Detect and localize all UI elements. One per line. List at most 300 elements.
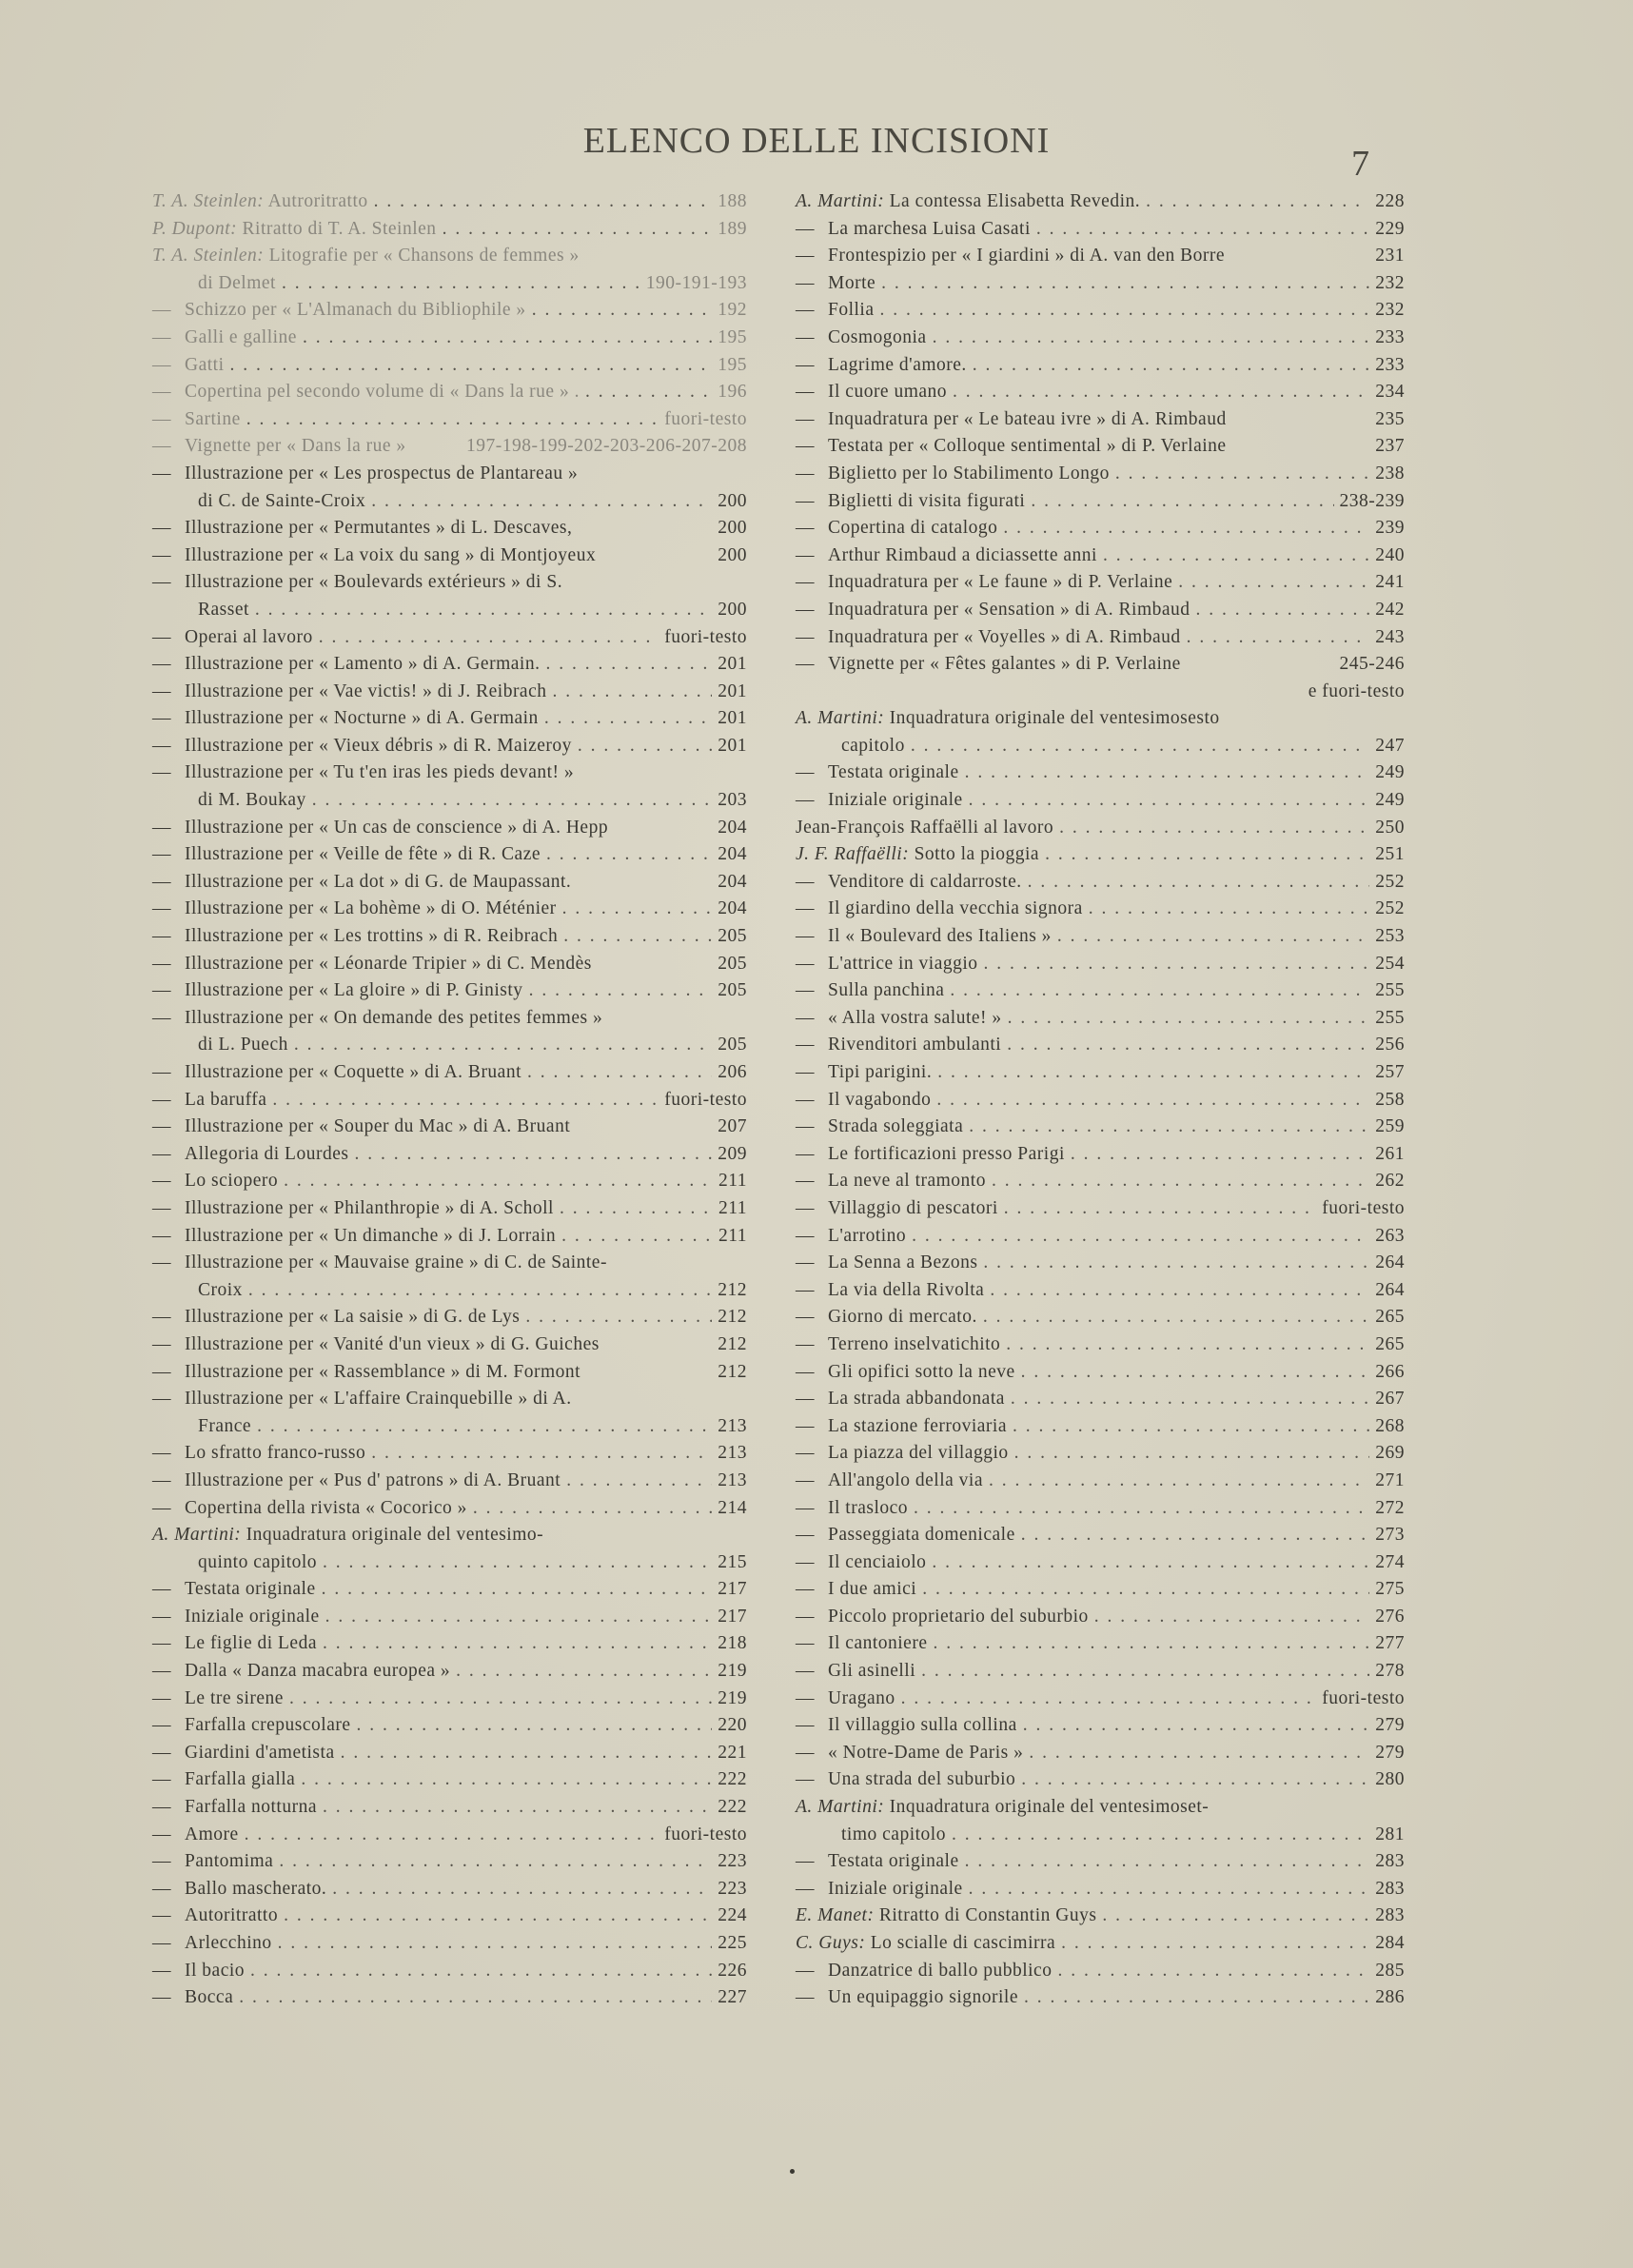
entry-text: Illustrazione per « Permutantes » di L. Descaves,	[185, 518, 573, 539]
index-entry	[152, 896, 747, 923]
entry-page-ref: 249	[1375, 790, 1405, 811]
entry-line	[796, 1440, 1405, 1468]
entry-text: Illustrazione per « Les trottins » di R. Reibrach	[185, 926, 559, 947]
entry-artist: A. Martini:	[796, 191, 885, 211]
entry-line	[796, 759, 1405, 787]
entry-title	[796, 787, 963, 815]
index-entry	[152, 815, 747, 842]
entry-title	[796, 1413, 1007, 1441]
entry-dash: —	[796, 1279, 815, 1300]
entry-text: Follia	[828, 300, 875, 321]
entry-text: Lo sfratto franco-russo	[185, 1443, 366, 1464]
entry-dash: —	[796, 1687, 815, 1708]
entry-text: Arlecchino	[185, 1933, 272, 1953]
entry-line	[796, 869, 1405, 897]
entry-dash: —	[152, 572, 171, 593]
entry-continuation-line	[152, 1549, 747, 1577]
entry-line	[152, 1331, 747, 1359]
entry-dash: —	[796, 1035, 815, 1055]
entry-title	[796, 951, 978, 978]
dot-leader	[1057, 1958, 1369, 1985]
entry-title	[796, 841, 1039, 869]
entry-page-ref: 205	[718, 953, 747, 974]
entry-title	[796, 297, 875, 325]
entry-dash: —	[796, 1333, 815, 1354]
index-entry	[152, 1848, 747, 1876]
entry-line	[152, 1822, 747, 1849]
index-entry	[796, 1495, 1405, 1523]
index-entry	[152, 1386, 747, 1440]
entry-dash: —	[796, 272, 815, 293]
entry-page-ref: 204	[718, 871, 747, 892]
entry-title	[796, 1522, 1015, 1549]
entry-dash: —	[796, 1525, 815, 1546]
entry-text: L'attrice in viaggio	[828, 953, 978, 974]
entry-line	[152, 923, 747, 951]
dot-leader	[527, 1059, 712, 1087]
dot-leader	[914, 1495, 1369, 1523]
entry-line	[152, 759, 747, 787]
dot-leader	[1059, 815, 1369, 842]
entry-line	[152, 1195, 747, 1223]
entry-title	[796, 1005, 1002, 1033]
entry-title	[152, 569, 562, 597]
entry-line	[796, 569, 1405, 597]
entry-text: La marchesa Luisa Casati	[828, 218, 1031, 239]
entry-text: Bocca	[185, 1987, 234, 2008]
entry-title	[796, 1958, 1052, 1985]
entry-dash: —	[796, 246, 815, 266]
index-entry	[152, 216, 747, 244]
entry-text: Testata originale	[185, 1579, 316, 1600]
entry-line	[152, 869, 747, 897]
entry-page-ref: 212	[718, 1307, 747, 1328]
entry-title	[796, 923, 1052, 951]
entry-line	[796, 1794, 1405, 1822]
entry-title	[152, 1359, 580, 1387]
entry-dash: —	[152, 1171, 171, 1192]
entry-title	[198, 1277, 243, 1305]
entry-title	[152, 1141, 348, 1169]
entry-page-ref: 223	[718, 1851, 747, 1872]
dot-leader	[1031, 488, 1333, 516]
entry-line	[152, 352, 747, 380]
entry-title	[152, 515, 572, 542]
index-entry	[152, 1114, 747, 1141]
index-entry	[152, 1223, 747, 1251]
index-entry	[152, 705, 747, 733]
entry-line	[152, 624, 747, 652]
entry-continuation-line	[152, 1277, 747, 1305]
entry-page-ref: 205	[718, 926, 747, 947]
index-entry	[152, 188, 747, 216]
index-entry	[796, 1848, 1405, 1876]
entry-text: Terreno inselvatichito	[828, 1333, 1001, 1354]
dot-leader	[546, 841, 712, 869]
entry-dash: —	[796, 1987, 815, 2008]
dot-leader	[562, 896, 713, 923]
index-entry	[796, 1468, 1405, 1495]
entry-line	[796, 188, 1405, 216]
dot-leader	[983, 1304, 1369, 1331]
index-entry	[796, 1440, 1405, 1468]
entry-title	[152, 1304, 520, 1331]
entry-page-ref: 200	[718, 490, 747, 511]
entry-title	[152, 406, 241, 434]
entry-dash: —	[152, 1361, 171, 1382]
entry-text: Lo sciopero	[185, 1171, 279, 1192]
entry-text: Le tre sirene	[185, 1687, 284, 1708]
entry-line	[152, 1876, 747, 1903]
index-entry	[152, 1304, 747, 1331]
index-entry	[796, 841, 1405, 869]
index-entry	[796, 325, 1405, 352]
entry-title	[796, 1059, 932, 1087]
entry-continuation-line	[152, 1032, 747, 1059]
entry-dash: —	[152, 1062, 171, 1082]
entry-text: Amore	[185, 1824, 239, 1844]
entry-page-ref: 211	[718, 1197, 747, 1218]
entry-page-ref: 285	[1375, 1960, 1405, 1981]
entry-text: Testata originale	[828, 762, 959, 783]
entry-title	[796, 216, 1031, 244]
entry-title	[198, 787, 306, 815]
entry-title	[152, 1522, 543, 1549]
entry-artist: A. Martini:	[796, 708, 885, 729]
entry-page-ref: 213	[718, 1469, 747, 1490]
entry-text: Lagrime d'amore.	[828, 354, 967, 375]
entry-dash: —	[152, 1443, 171, 1464]
dot-leader	[1089, 896, 1370, 923]
entry-text: Croix	[198, 1279, 243, 1300]
entry-text: L'arrotino	[828, 1225, 907, 1246]
index-entry	[796, 1032, 1405, 1059]
entry-page-ref: 256	[1375, 1035, 1405, 1055]
entry-text: La neve al tramonto	[828, 1171, 986, 1192]
entry-title	[152, 542, 596, 570]
entry-page-ref: 212	[718, 1333, 747, 1354]
index-entry	[796, 1630, 1405, 1658]
entry-title	[152, 243, 580, 270]
index-entry	[796, 216, 1405, 244]
entry-page-ref: 264	[1375, 1279, 1405, 1300]
entry-line	[152, 1794, 747, 1822]
index-entry	[152, 759, 747, 814]
dot-leader	[322, 1576, 713, 1604]
index-entry	[796, 1005, 1405, 1033]
entry-title	[152, 815, 608, 842]
entry-line	[796, 406, 1405, 434]
entry-title	[841, 1822, 946, 1849]
entry-text: Piccolo proprietario del suburbio	[828, 1606, 1089, 1627]
entry-dash: —	[796, 326, 815, 347]
entry-title	[796, 243, 1225, 270]
dot-leader	[936, 1087, 1369, 1114]
dot-leader	[1045, 841, 1369, 869]
entry-text: Illustrazione per « Vae victis! » di J. Reibrach	[185, 680, 547, 701]
entry-page-ref: 228	[1375, 191, 1405, 211]
entry-title	[796, 1984, 1018, 2012]
index-entry	[152, 515, 747, 542]
index-entry	[796, 869, 1405, 897]
printer-dot-mark	[790, 2169, 795, 2174]
entry-text: Copertina di catalogo	[828, 518, 998, 539]
entry-line	[796, 1195, 1405, 1223]
entry-line	[152, 1359, 747, 1387]
index-entry	[796, 1250, 1405, 1277]
entry-text: Iniziale originale	[828, 790, 963, 811]
entry-line	[796, 1549, 1405, 1577]
dot-leader	[561, 1223, 713, 1251]
entry-page-ref: 226	[718, 1960, 747, 1981]
dot-leader	[544, 705, 712, 733]
entry-page-ref: 224	[718, 1905, 747, 1926]
entry-title	[152, 1386, 572, 1413]
entry-page-ref: 237	[1375, 436, 1405, 457]
entry-line	[796, 1740, 1405, 1767]
dot-leader	[1094, 1604, 1370, 1631]
entry-dash: —	[796, 1252, 815, 1273]
entry-text: Illustrazione per « Philanthropie » di A. Scholl	[185, 1197, 554, 1218]
dot-leader	[965, 759, 1370, 787]
entry-page-ref: 223	[718, 1878, 747, 1899]
entry-page-ref: 269	[1375, 1443, 1405, 1464]
index-entry	[796, 1168, 1405, 1195]
entry-dash: —	[796, 1606, 815, 1627]
entry-title	[152, 1114, 570, 1141]
entry-title	[796, 977, 944, 1005]
entry-dash: —	[152, 762, 171, 783]
entry-text: Illustrazione per « Coquette » di A. Bruant	[185, 1062, 522, 1082]
dot-leader	[1004, 1195, 1316, 1223]
entry-line	[152, 461, 747, 488]
entry-title	[796, 1168, 986, 1195]
index-entry	[796, 1331, 1405, 1359]
entry-text: Giorno di mercato.	[828, 1307, 977, 1328]
dot-leader	[973, 352, 1369, 380]
index-entry	[796, 1549, 1405, 1577]
entry-line	[152, 1304, 747, 1331]
entry-text: Gli opifici sotto la neve	[828, 1361, 1015, 1382]
entry-line	[152, 188, 747, 216]
entry-text: Farfalla gialla	[185, 1769, 296, 1790]
entry-text: Iniziale originale	[185, 1606, 320, 1627]
entry-title	[152, 1876, 326, 1903]
entry-line	[796, 597, 1405, 624]
entry-dash: —	[796, 1878, 815, 1899]
dot-leader	[456, 1658, 712, 1686]
index-entry	[152, 651, 747, 679]
entry-page-ref: fuori-testo	[664, 408, 747, 429]
entry-page-ref: 249	[1375, 762, 1405, 783]
dot-leader	[284, 1903, 712, 1930]
dot-leader	[255, 597, 712, 624]
entry-text: Cosmogonia	[828, 326, 927, 347]
entry-title	[796, 651, 1181, 679]
entry-line	[152, 433, 747, 461]
entry-page-ref: 204	[718, 898, 747, 919]
dot-leader	[323, 1630, 712, 1658]
entry-title	[198, 1032, 288, 1059]
index-entry	[796, 1386, 1405, 1413]
index-entry	[152, 1468, 747, 1495]
entry-page-ref: 276	[1375, 1606, 1405, 1627]
entry-line	[796, 951, 1405, 978]
index-entry	[152, 1059, 747, 1087]
entry-artist: A. Martini:	[796, 1797, 885, 1818]
entry-dash: —	[796, 544, 815, 565]
entry-text: Illustrazione per « Boulevards extérieurs » di S.	[185, 572, 563, 593]
entry-text: Inquadratura originale del ventesimosesto	[889, 708, 1220, 729]
entry-dash: —	[796, 1742, 815, 1763]
dot-leader	[937, 1059, 1369, 1087]
entry-line	[796, 1495, 1405, 1523]
entry-title	[796, 1359, 1015, 1387]
entry-dash: —	[152, 708, 171, 729]
entry-line	[796, 243, 1405, 270]
entry-page-ref: 219	[718, 1687, 747, 1708]
entry-text: All'angolo della via	[828, 1469, 983, 1490]
entry-title	[796, 1114, 963, 1141]
entry-page-ref: 219	[718, 1661, 747, 1682]
entry-line	[152, 1468, 747, 1495]
entry-line	[796, 787, 1405, 815]
entry-line	[796, 1277, 1405, 1305]
entry-page-ref: fuori-testo	[1322, 1197, 1405, 1218]
index-entry	[152, 1903, 747, 1930]
entry-line	[152, 1604, 747, 1631]
entry-dash: —	[796, 654, 815, 675]
entry-text: Illustrazione per « Vanité d'un vieux » di G. Guiches	[185, 1333, 600, 1354]
entry-page-ref: 243	[1375, 626, 1405, 647]
entry-dash: —	[152, 1307, 171, 1328]
index-entry	[152, 243, 747, 297]
index-entry	[152, 1794, 747, 1822]
entry-page-ref: 250	[1375, 817, 1405, 838]
entry-title	[796, 1740, 1023, 1767]
dot-leader	[969, 787, 1370, 815]
entry-text: Il cantoniere	[828, 1633, 928, 1654]
entry-title	[152, 352, 225, 380]
entry-artist: P. Dupont:	[152, 218, 238, 239]
entry-page-ref: 273	[1375, 1525, 1405, 1546]
entry-text: di C. de Sainte-Croix	[198, 490, 366, 511]
entry-page-ref: 265	[1375, 1333, 1405, 1354]
entry-line	[796, 815, 1405, 842]
entry-page-ref: 252	[1375, 898, 1405, 919]
index-entry	[152, 352, 747, 380]
index-entry	[152, 297, 747, 325]
dot-leader	[1021, 1522, 1370, 1549]
entry-line	[796, 1059, 1405, 1087]
dot-leader	[473, 1495, 712, 1523]
entry-title	[796, 569, 1172, 597]
entry-dash: —	[796, 218, 815, 239]
index-entry	[796, 759, 1405, 787]
entry-dash: —	[152, 1007, 171, 1028]
entry-line	[796, 1930, 1405, 1958]
entry-line	[152, 515, 747, 542]
entry-line	[152, 679, 747, 706]
entry-text: Biglietto per lo Stabilimento Longo	[828, 463, 1110, 483]
index-entry	[796, 1522, 1405, 1549]
entry-title	[796, 488, 1025, 516]
entry-line	[152, 1141, 747, 1169]
entry-title	[796, 1848, 959, 1876]
index-entry	[796, 1576, 1405, 1604]
entry-dash: —	[152, 1225, 171, 1246]
index-entry	[796, 1958, 1405, 1985]
entry-continuation-line	[152, 787, 747, 815]
entry-title	[152, 1686, 284, 1713]
entry-text: Il vagabondo	[828, 1089, 932, 1110]
entry-page-ref: 262	[1375, 1171, 1405, 1192]
entry-page-ref: 214	[718, 1497, 747, 1518]
entry-page-ref: 241	[1375, 572, 1405, 593]
entry-title	[152, 379, 580, 406]
entry-page-ref: 197-198-199-202-203-206-207-208	[466, 436, 747, 457]
entry-line	[796, 1958, 1405, 1985]
entry-title	[796, 1766, 1015, 1794]
entry-title	[152, 951, 592, 978]
entry-page-ref: 205	[718, 1035, 747, 1055]
index-entry	[796, 787, 1405, 815]
dot-leader	[284, 1168, 713, 1195]
entry-line	[796, 1658, 1405, 1686]
entry-title	[796, 406, 1227, 434]
dot-leader	[272, 1087, 659, 1114]
index-entry	[152, 1495, 747, 1523]
index-entry	[152, 1984, 747, 2012]
entry-line	[796, 1876, 1405, 1903]
entry-continuation-line	[152, 488, 747, 516]
entry-page-ref: 280	[1375, 1769, 1405, 1790]
entry-dash: —	[152, 926, 171, 947]
index-entry	[796, 624, 1405, 652]
entry-text: Una strada del suburbio	[828, 1769, 1016, 1790]
entry-title	[796, 1304, 977, 1331]
dot-leader	[1036, 216, 1369, 244]
entry-dash: —	[152, 1661, 171, 1682]
entry-text: di L. Puech	[198, 1035, 288, 1055]
entry-line	[796, 542, 1405, 570]
entry-dash: —	[796, 1661, 815, 1682]
entry-text: Iniziale originale	[828, 1878, 963, 1899]
entry-page-ref: 240	[1375, 544, 1405, 565]
entry-title	[152, 1495, 467, 1523]
entry-dash: —	[152, 980, 171, 1001]
entry-page-ref: 200	[718, 544, 747, 565]
entry-title	[152, 1958, 245, 1985]
entry-text: Inquadratura per « Le faune » di P. Verlaine	[828, 572, 1173, 593]
entry-text: Danzatrice di ballo pubblico	[828, 1960, 1053, 1981]
entry-page-ref: 283	[1375, 1878, 1405, 1899]
entry-page-ref: 201	[718, 654, 747, 675]
entry-text: quinto capitolo	[198, 1551, 318, 1572]
entry-line	[152, 1386, 747, 1413]
entry-line	[796, 1522, 1405, 1549]
entry-line	[796, 297, 1405, 325]
entry-dash: —	[152, 1715, 171, 1736]
entry-title	[796, 461, 1110, 488]
entry-page-ref: 212	[718, 1361, 747, 1382]
dot-leader	[374, 188, 713, 216]
entry-page-ref: 232	[1375, 300, 1405, 321]
dot-leader	[354, 1141, 712, 1169]
entry-page-ref: 278	[1375, 1661, 1405, 1682]
entry-page-ref: 242	[1375, 599, 1405, 620]
entry-dash: —	[152, 1933, 171, 1953]
